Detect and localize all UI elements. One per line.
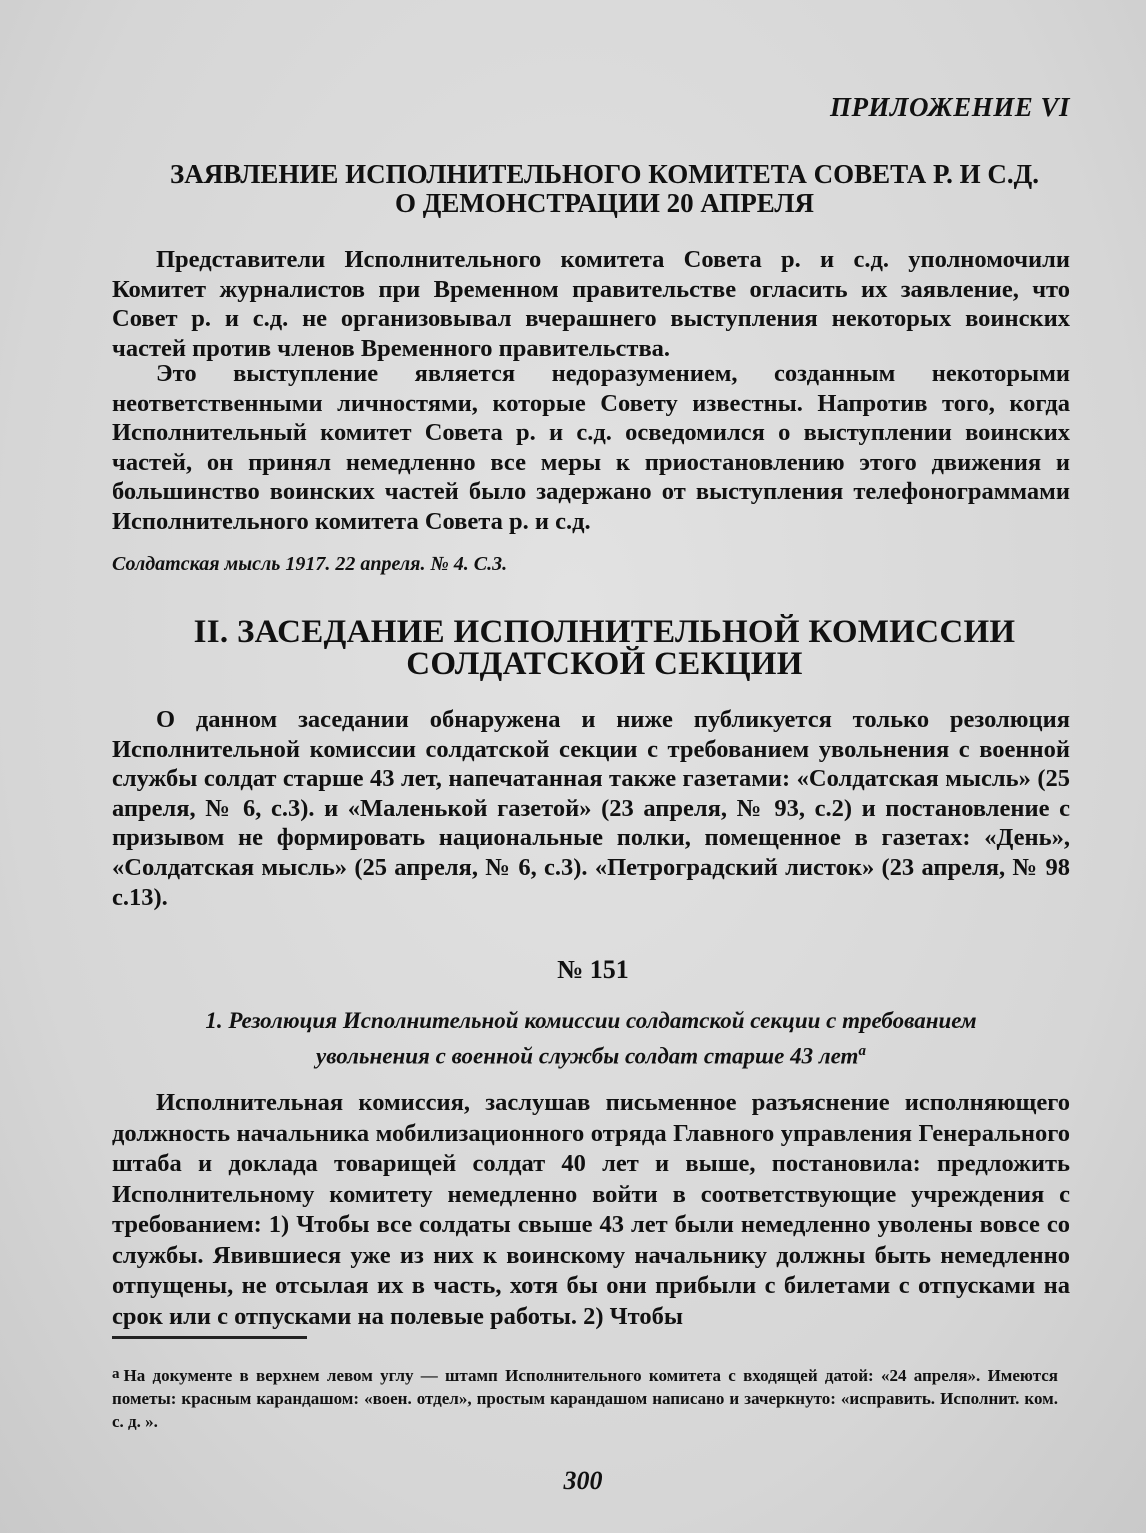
document-paragraph: Исполнительная комиссия, заслушав письменное разъяснение исполняющего должность начальника мобилизационного отряда Главного управления Генерального штаба и доклада товарищей солдат 40 лет и выше, постановила: предложить Исполнительному комитету немедленно войти в соответствующие учреждения с требованием: 1) Чтобы все солдаты свыше 43 лет были немедленно уволены вовсе со службы. Явившиеся уже из них к воинскому начальнику должны быть немедленно отпущены, не отсылая их в часть, хотя бы они прибыли с билетами с отпусками на срок или с отпусками на полевые работы. 2) Чтобы: [112, 1089, 1070, 1330]
source-citation: Солдатская мысль 1917. 22 апреля. № 4. С.3.: [112, 553, 508, 575]
footnote-text: На документе в верхнем левом углу — штамп Исполнительного комитета с входящей датой: «24 апреля». Имеются пометы: красным карандашом: «воен. отдел», простым карандашом написано и зачеркнуто: «исправить. Исполнит. ком. с. д. ».: [112, 1366, 1058, 1431]
section2-paragraph: О данном заседании обнаружена и ниже публикуется только резолюция Исполнительной комиссии солдатской секции с требованием увольнения с военной службы солдат старше 43 лет, напечатанная также газетами: «Солдатская мысль» (25 апреля, № 6, с.3). и «Маленькой газетой» (23 апреля, № 93, с.2) и постановление с призывом не формировать национальные полки, помещенное в газетах: «День», «Солдатская мысль» (25 апреля, № 6, с.3). «Петроградский листок» (23 апреля, № 98 с.13).: [112, 706, 1070, 911]
page-number: 300: [563, 1466, 603, 1495]
document-title-line2-wrap: [112, 1036, 1070, 1072]
document-title-line1: 1. Резолюция Исполнительной комиссии солдатской секции с требованием: [205, 1008, 977, 1033]
section2-title: [112, 616, 1097, 680]
section1-title-line2: О ДЕМОНСТРАЦИИ 20 АПРЕЛЯ: [395, 188, 814, 218]
section2-title-line2: СОЛДАТСКОЙ СЕКЦИИ: [406, 646, 803, 682]
document-number: № 151: [557, 955, 629, 984]
section1-title-line1: ЗАЯВЛЕНИЕ ИСПОЛНИТЕЛЬНОГО КОМИТЕТА СОВЕТА Р. И С.Д.: [170, 159, 1039, 189]
section2-title-line1: II. ЗАСЕДАНИЕ ИСПОЛНИТЕЛЬНОЙ КОМИССИИ: [193, 614, 1016, 650]
section1-paragraph1: Представители Исполнительного комитета Совета р. и с.д. уполномочили Комитет журналистов при Временном правительстве огласить их заявление, что Совет р. и с.д. не организовывал вчерашнего выступления некоторых воинских частей против членов Временного правительства.: [112, 246, 1070, 362]
document-title-line2: увольнения с военной службы солдат старше 43 лет: [316, 1043, 859, 1069]
appendix-heading: ПРИЛОЖЕНИЕ VI: [829, 92, 1070, 122]
section1-title: [112, 160, 1097, 218]
section1-paragraph2: Это выступление является недоразумением, созданным некоторыми неответственными личностями, которые Совету известны. Напротив того, когда Исполнительный комитет Совета р. и с.д. осведомился о выступлении воинских частей, он принял немедленно все меры к приостановлению этого движения и большинство воинских частей было задержано от выступления телефонограммами Исполнительного комитета Совета р. и с.д.: [112, 360, 1070, 535]
footnote-rule: [112, 1336, 307, 1339]
footnote-mark: а: [112, 1366, 120, 1382]
document-title-footnote-mark: а: [858, 1043, 866, 1059]
footnote: [112, 1363, 1058, 1433]
document-title: [112, 1006, 1070, 1072]
